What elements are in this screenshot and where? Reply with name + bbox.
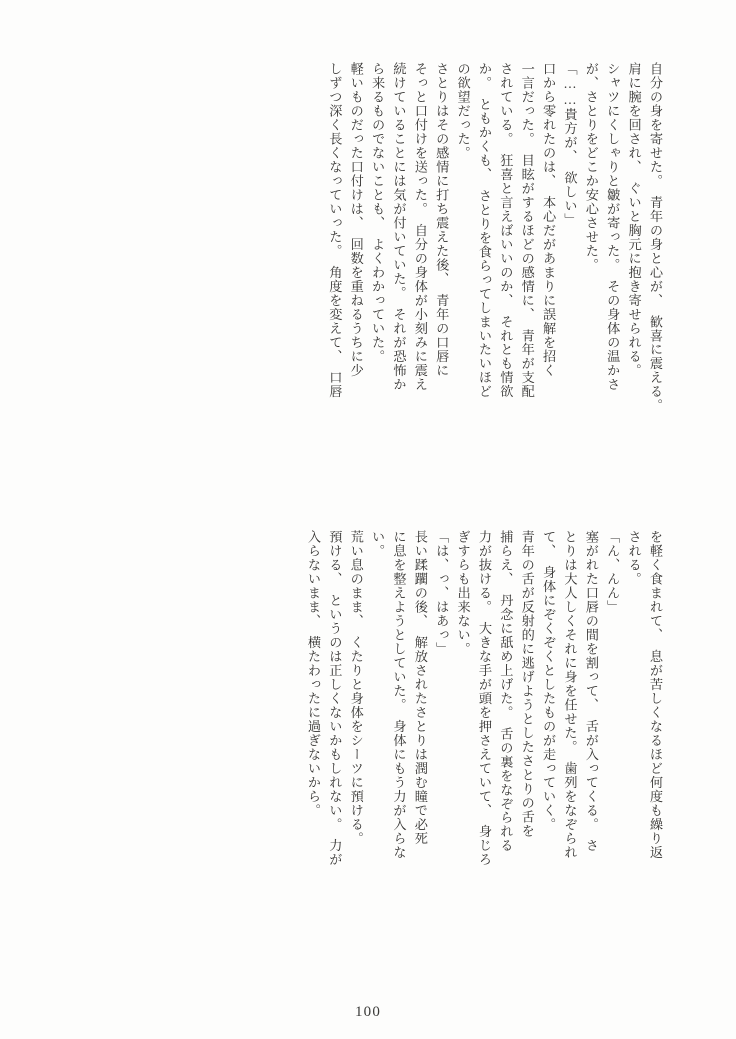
text-column: そっと口付けを送った。 自分の身体が小刻みに震え [412, 62, 428, 392]
text-column: 長い蹂躙の後、 解放されたさとりは潤む瞳で必死 [412, 530, 428, 846]
text-column: て、 身体にぞくぞくとしたものが走っていく。 [541, 530, 557, 832]
text-column: とりは大人しくそれに身を任せた。 歯列をなぞられ [562, 530, 578, 860]
text-block-top [66, 62, 666, 492]
text-column: ら来るものでないことも、 よくわかっていた。 [370, 62, 386, 364]
text-column: されている。 狂喜と言えばいいのか、 それとも情欲 [498, 62, 514, 399]
text-column: の欲望だった。 [455, 62, 471, 160]
text-column: 軽いものだった口付けは、 回数を重ねるうちに少 [348, 62, 364, 378]
text-block-bottom [66, 530, 666, 910]
text-column: しずつ深く長くなっていった。 角度を変えて、 口唇 [327, 62, 343, 399]
text-column: を軽く食まれて、 息が苦しくなるほど何度も繰り返 [648, 530, 663, 860]
text-column: さとりはその感情に打ち震えた後、 青年の口唇に [434, 62, 450, 378]
text-column: 力が抜ける。 大きな手が頭を押さえていて、 身じろ [477, 530, 492, 867]
text-column: 「は、っ、はあっ」 [434, 530, 450, 656]
text-column: い。 [370, 530, 386, 558]
text-column: 続けていることには気が付いていた。 それが恐怖か [391, 62, 407, 392]
text-column: 口から零れたのは、 本心だがあまりに誤解を招く [541, 62, 557, 378]
text-column: か。 ともかくも、 さとりを食らってしまいたいほど [477, 62, 492, 399]
text-column: に息を整えようとしていた。 身体にもう力が入らな [391, 530, 407, 860]
text-column: 青年の舌が反射的に逃げようとしたさとりの舌を [519, 530, 535, 838]
text-column: 「……貴方が、 欲しい」 [562, 62, 578, 227]
text-column: 捕らえ、 丹念に舐め上げた。 舌の裏をなぞられる [498, 530, 514, 853]
text-column: される。 [626, 530, 642, 586]
text-column: 預ける、 というのは正しくないかもしれない。 力が [327, 530, 343, 867]
text-column: ぎすらも出来ない。 [455, 530, 471, 656]
text-column: 自分の身を寄せた。 青年の身と心が、 歓喜に震える。 [648, 62, 663, 413]
text-column: 荒い息のまま、 くたりと身体をシーツに預ける。 [348, 530, 364, 846]
text-column: 入らないまま、 横たわったに過ぎないから。 [306, 530, 321, 818]
text-column: 塞がれた口唇の間を割って、 舌が入ってくる。 さ [583, 530, 599, 853]
page-number: 100 [354, 1004, 382, 1020]
text-column: シャツにくしゃりと皺が寄った。 その身体の温かさ [605, 62, 621, 392]
text-column: が、さとりをどこか安心させた。 [583, 62, 599, 272]
text-column: 一言だった。 目眩がするほどの感情に、 青年が支配 [519, 62, 535, 399]
text-column: 「ん、んん」 [605, 530, 621, 614]
text-column: 肩に腕を回され、 ぐいと胸元に抱き寄せられる。 [626, 62, 642, 378]
